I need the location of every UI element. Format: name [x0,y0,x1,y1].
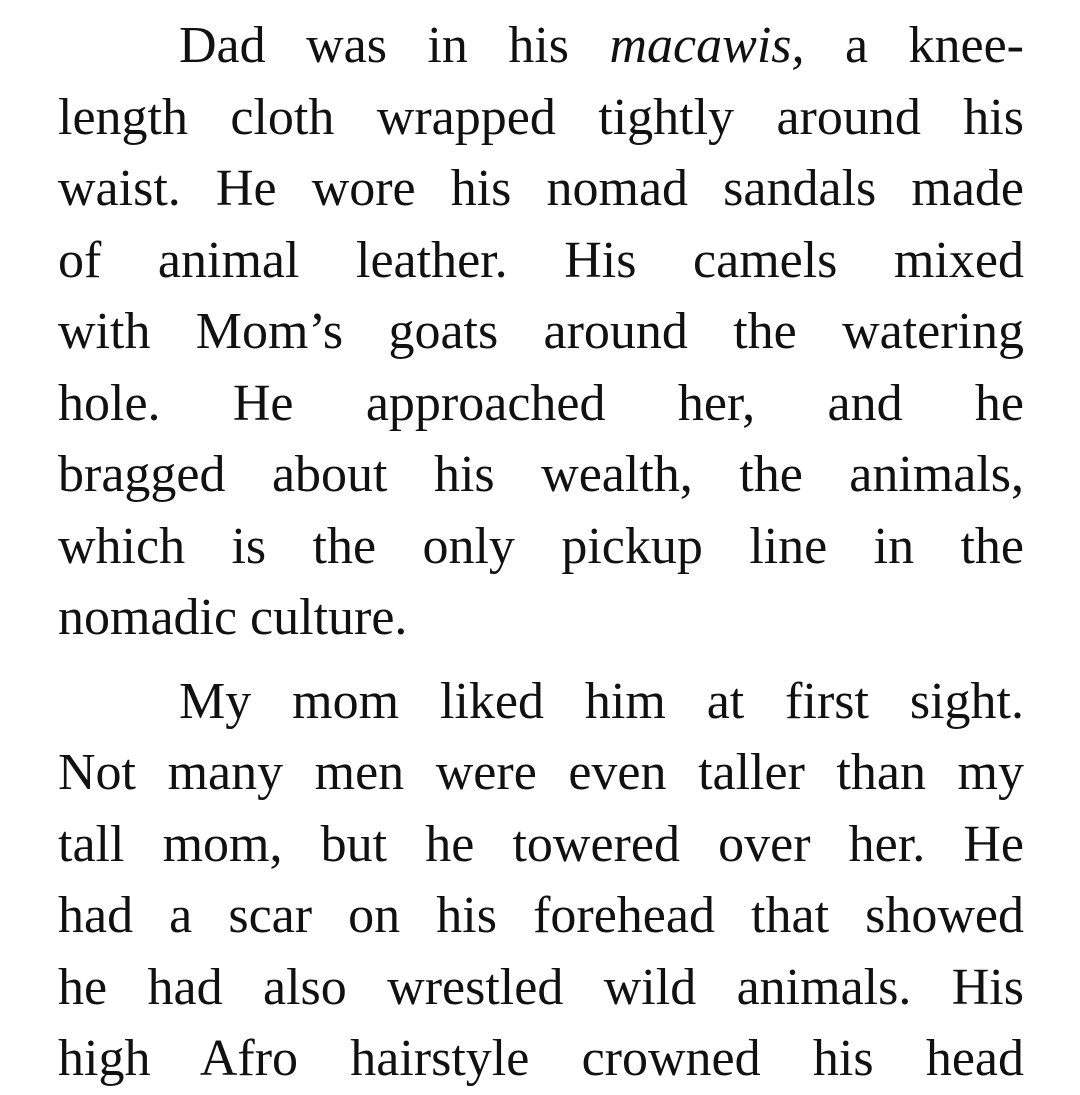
paragraph-1 [58,10,1024,654]
text-line: nomadic culture. [58,589,408,646]
text-line: had a scar on his forehead that showed [58,887,1024,944]
book-page [58,10,1024,1095]
text-line: hole. He approached her, and he [58,374,1024,432]
text-line: Dad was in his macawis, a knee- [179,17,1024,74]
text-line: with Mom’s goats around the watering [58,303,1024,360]
paragraph-2 [58,666,1024,1095]
text-line: length cloth wrapped tightly around his [58,88,1024,146]
text-line: waist. He wore his nomad sandals made [58,160,1024,217]
text-line: of animal leather. His camels mixed [58,231,1024,289]
text-line: he had also wrestled wild animals. His [58,958,1024,1016]
text-line: high Afro hairstyle crowned his head [58,1030,1024,1087]
text-line: Not many men were even taller than my [58,744,1024,801]
italic-word: macawis, [609,17,805,74]
text-line: tall mom, but he towered over her. He [58,815,1024,873]
text-line: bragged about his wealth, the animals, [58,446,1024,503]
text-line: which is the only pickup line in the [58,517,1024,575]
text-line: My mom liked him at first sight. [179,672,1024,730]
